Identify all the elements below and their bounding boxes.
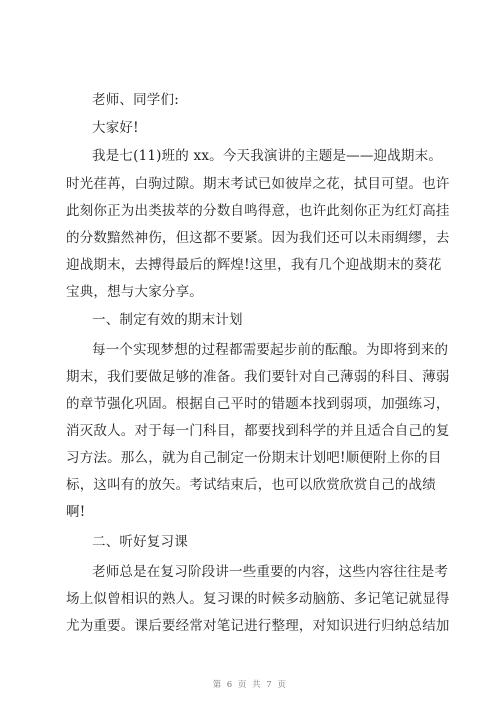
paragraph-line: 老师总是在复习阶段讲一些重要的内容，这些内容往往是考 [92,564,449,580]
paragraph-line: 我是七(11)班的 xx。今天我演讲的主题是——迎战期末。 [92,148,443,164]
paragraph-line: 此刻你正为出类拔萃的分数自鸣得意，也许此刻你正为红灯高挂 [66,203,450,219]
paragraph-line: 啊! [66,504,86,520]
page-number-footer: 第 6 页 共 7 页 [212,680,288,690]
paragraph-line: 的章节强化巩固。根据自己平时的错题本找到弱项，加强练习， [66,396,450,412]
section-heading: 二、听好复习课 [92,534,188,550]
paragraph-line: 的分数黯然神伤，但这都不要紧。因为我们还可以未雨绸缪，去 [66,230,450,246]
paragraph-line: 每一个实现梦想的过程都需要起步前的酝酿。为即将到来的 [92,342,449,358]
salutation-line: 大家好! [92,120,139,136]
section-heading: 一、制定有效的期末计划 [92,312,243,328]
greeting-line: 老师、同学们: [92,92,179,108]
paragraph-line: 尤为重要。课后要经常对笔记进行整理，对知识进行归纳总结加 [66,618,450,634]
paragraph-line: 习方法。那么，就为自己制定一份期末计划吧!顺便附上你的目 [66,450,442,466]
paragraph-line: 时光荏苒，白驹过隙。期末考试已如彼岸之花，拭目可望。也许 [66,176,450,192]
paragraph-line: 宝典，想与大家分享。 [66,284,203,300]
paragraph-line: 迎战期末，去搏得最后的辉煌!这里，我有几个迎战期末的葵花 [66,257,442,273]
paragraph-line: 标，这叫有的放矢。考试结束后，也可以欣赏欣赏自己的战绩 [66,477,436,493]
paragraph-line: 场上似曾相识的熟人。复习课的时候多动脑筋、多记笔记就显得 [66,591,450,607]
paragraph-line: 期末，我们要做足够的准备。我们要针对自己薄弱的科目、薄弱 [66,369,450,385]
paragraph-line: 消灭敌人。对于每一门科目，都要找到科学的并且适合自己的复 [66,423,450,439]
